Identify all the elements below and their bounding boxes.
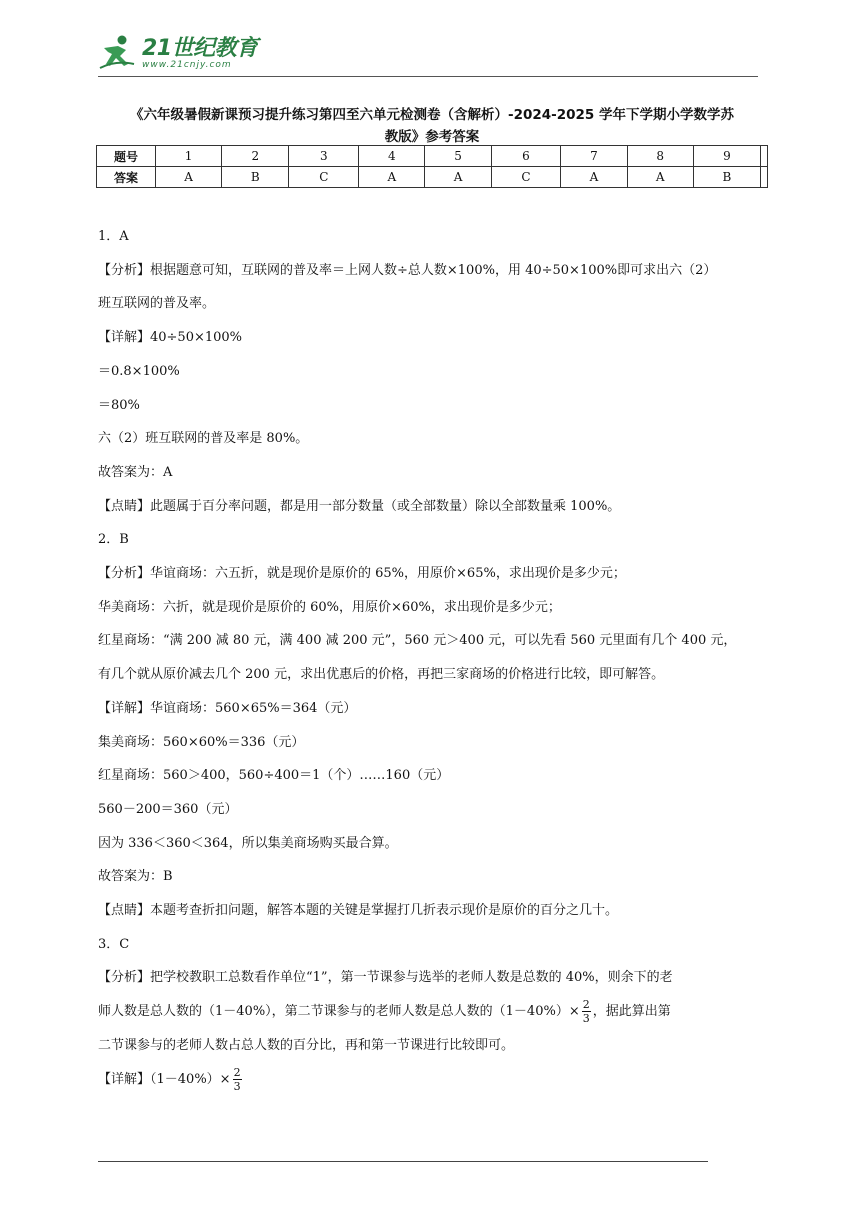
text-line: 3．C [98, 936, 130, 952]
question-number-row [97, 146, 768, 167]
row-label: 题号 [97, 146, 156, 167]
answer-cell: A [627, 167, 693, 188]
text-line: 华美商场：六折，就是现价是原价的 60%，用原价×60%，求出现价是多少元； [98, 599, 561, 615]
runner-logo-icon [98, 34, 136, 70]
title-line-1: 《六年级暑假新课预习提升练习第四至六单元检测卷（含解析）-2024-2025 学年下学期小学数学苏 [129, 107, 735, 123]
text-line: 【点睛】此题属于百分率问题，都是用一部分数量（或全部数量）除以全部数量乘 100%。 [98, 498, 621, 514]
text-line: 2．B [98, 532, 129, 548]
fraction-denominator: 3 [233, 1079, 241, 1093]
text-line: 有几个就从原价减去几个 200 元，求出优惠后的价格，再把三家商场的价格进行比较，即可解答。 [98, 667, 665, 683]
fraction-numerator: 2 [582, 998, 590, 1012]
row-label: 答案 [97, 167, 156, 188]
text-line: 【分析】根据题意可知，互联网的普及率＝上网人数÷总人数×100%，用 40÷50×100%即可求出六（2） [98, 262, 717, 278]
text-line: 红星商场：“满 200 减 80 元，满 400 减 200 元”，560 元＞400 元，可以先看 560 元里面有几个 400 元， [98, 633, 737, 649]
answer-cell: B [222, 167, 289, 188]
text-line-with-fraction [98, 1063, 766, 1097]
text-line: 二节课参与的老师人数占总人数的百分比，再和第一节课进行比较即可。 [98, 1037, 515, 1053]
line-text: 【详解】（1－40%）× [98, 1071, 231, 1087]
line-text: 师人数是总人数的（1－40%），第二节课参与的老师人数是总人数的（1－40%）× [98, 1004, 580, 1020]
text-line: ＝0.8×100% [98, 363, 180, 379]
number-cell: 6 [491, 146, 561, 167]
text-line: 因为 336＜360＜364，所以集美商场购买最合算。 [98, 835, 398, 851]
text-line: 1．A [98, 229, 129, 244]
number-cell: 7 [561, 146, 627, 167]
text-line: 六（2）班互联网的普及率是 80%。 [98, 431, 309, 447]
text-line: 班互联网的普及率。 [98, 296, 216, 312]
answer-cell: C [289, 167, 359, 188]
number-cell [761, 146, 768, 167]
logo-text: 21世纪教育 [142, 36, 258, 61]
number-cell: 4 [359, 146, 425, 167]
number-cell: 5 [425, 146, 491, 167]
fraction-denominator: 3 [582, 1012, 590, 1026]
answer-cell: A [425, 167, 491, 188]
header-divider [98, 76, 758, 77]
line-text: ，据此算出第 [592, 1004, 671, 1020]
number-cell: 9 [693, 146, 760, 167]
answer-cell: A [359, 167, 425, 188]
answer-table [96, 145, 768, 188]
text-line: 【分析】华谊商场：六五折，就是现价是原价的 65%，用原价×65%，求出现价是多少元； [98, 566, 626, 582]
text-line: 【详解】40÷50×100% [98, 330, 243, 346]
number-cell: 1 [156, 146, 222, 167]
text-line: 【点睛】本题考查折扣问题，解答本题的关键是掌握打几折表示现价是原价的百分之几十。 [98, 903, 619, 919]
text-line-with-fraction [98, 995, 766, 1029]
text-line: 故答案为：A [98, 464, 173, 480]
answer-cell: C [491, 167, 561, 188]
text-line: 故答案为：B [98, 869, 173, 885]
footer-divider [98, 1161, 708, 1162]
document-title [96, 104, 768, 148]
answer-row [97, 167, 768, 188]
answer-cell [761, 167, 768, 188]
logo [98, 34, 258, 70]
fraction [582, 998, 591, 1025]
text-line: ＝80% [98, 397, 140, 413]
text-line: 红星商场：560＞400，560÷400＝1（个）……160（元） [98, 768, 450, 784]
number-cell: 2 [222, 146, 289, 167]
number-cell: 8 [627, 146, 693, 167]
text-line: 【详解】华谊商场：560×65%＝364（元） [98, 700, 357, 716]
solutions-body [98, 220, 766, 1096]
number-cell: 3 [289, 146, 359, 167]
text-line: 【分析】把学校教职工总数看作单位“1”，第一节课参与选举的老师人数是总数的 40%，则余下的老 [98, 970, 673, 986]
logo-url: www.21cnjy.com [142, 60, 232, 70]
answer-cell: B [693, 167, 760, 188]
fraction-numerator: 2 [233, 1065, 241, 1079]
title-line-2: 教版》参考答案 [384, 129, 480, 145]
text-line: 集美商场：560×60%＝336（元） [98, 734, 305, 750]
fraction [233, 1066, 242, 1093]
page-header [98, 34, 758, 78]
text-line: 560－200＝360（元） [98, 801, 238, 817]
answer-cell: A [156, 167, 222, 188]
answer-cell: A [561, 167, 627, 188]
